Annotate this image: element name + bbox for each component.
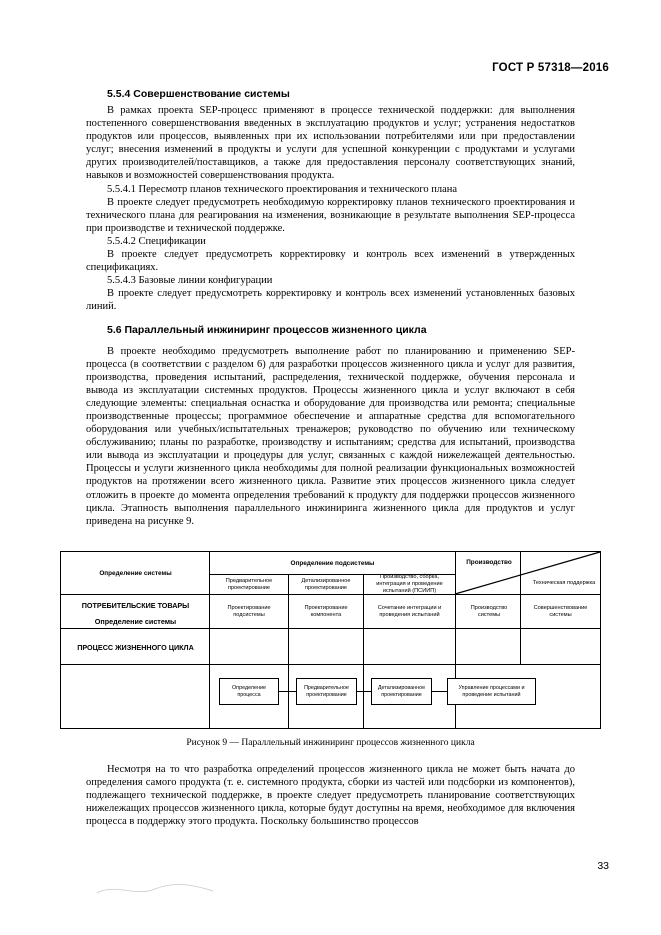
paragraph-after-figure: Несмотря на то что разработка определений процессов жизненного цикла не может быть начата до определения самого продукта (т. е. системного продукта, сборки из частей или подсборки из компонентов), подлежащего технической поддержке, в проекте следует предусмотреть планирование соответствующих нижележащих процессов жизненного цикла, которые будут доступны на время, необходимое для включения процесса в поддержку этого продукта. Поскольку большинство процессов [86,764,575,828]
paragraph-5-5-4-2: В проекте следует предусмотреть корректировку и контроль всех изменений в утвержденных спецификациях. [86,249,575,274]
cell-component-design: Проектирование компонента [304,605,348,618]
rule-v-3 [363,574,364,728]
row-label-consumer-goods: ПОТРЕБИТЕЛЬСКИЕ ТОВАРЫ [81,600,190,610]
scan-artifact [95,881,215,897]
heading-5-6: 5.6 Параллельный инжиниринг процессов жизненного цикла [107,323,427,336]
box-process-management-testing: Управление процессами и проведение испытаний [447,678,536,705]
rule-v-2 [288,574,289,728]
row-label-life-cycle-process: ПРОЦЕСС ЖИЗНЕННОГО ЦИКЛА [77,642,194,652]
heading-5-5-4-1: 5.5.4.1 Пересмотр планов технического проектирования и технического плана [107,183,458,195]
paragraph-5-6: В проекте необходимо предусмотреть выполнение работ по планированию и применению SEP-процесса (в соответствии с разделом 6) для разработки процессов жизненного цикла и услуг для развития, производства, проведения испытаний, распределения, технической поддержке, обучения персонала и вывода из эксплуатации системных продуктов. Процессы жизненного цикла и услуг включают в себя следующие элементы: специальная оснастка и оборудование для производства или ремонта; специальные производственные процессы; программное обеспечение и аппаратные средства для вспомогательного оборудования или учебных/испытательных тренажеров; руководство по обучению или техническому обслуживанию; планы по разработке, производству и испытаниям; средства для испытаний, производства или вывода из эксплуатации и процедуры для услуг, связанных с каждой нижележащей деятельностью. Процессы и услуги жизненного цикла необходимы для полной реализации функциональных возможностей продуктов на протяжении всего жизненного цикла. Развитие этих процессов жизненного цикла следует отложить в проекте до момента определения требований к продукту для поддержки процессов жизненного цикла. Этапность выполнения параллельного инжиниринга жизненного цикла для продуктов и услуг приведена на рисунке 9. [86,345,575,527]
rule-h-3 [61,664,600,665]
text-after-figure [86,763,575,828]
header-production: Производство [466,559,512,566]
paragraph-5-5-4-3: В проекте следует предусмотреть корректировку и контроль всех изменений установленных базовых линий. [86,288,575,313]
figure-9 [60,551,601,729]
main-text-column [86,88,575,528]
page-header: ГОСТ Р 57318—2016 [492,62,609,74]
header-preliminary-design: Предварительное проектирование [225,577,273,591]
cell-system-production: Производство системы [470,605,508,618]
box-process-definition: Определение процесса [219,678,279,705]
row-label-system-definition: Определение системы [94,616,177,626]
box-preliminary-design: Предварительное проектирование [296,678,357,705]
heading-5-5-4-3: 5.5.4.3 Базовые линии конфигурации [107,275,273,287]
paragraph-5-5-4: В рамках проекта SEP-процесс применяют в процессе технической поддержки: для выполнения постепенного совершенствования введенных в эксплуатацию продуктов и услуг; устранения недостатков продуктов или процессов, выявленных при их использовании потребителями или при предоставлении услуг; внесения изменений в продукты и услуги для успешной конкуренции с продуктами и услугами других производителей/поставщиков, а также для предоставления персоналу соответствующих знаний, навыков и возможностей совершенствования продукта. [86,105,575,182]
cell-subsystem-design: Проектирование подсистемы [227,605,271,618]
header-subsystem-definition: Определение подсистемы [290,559,375,567]
connector-3 [432,691,447,692]
header-psiip: Производство, сборка, интеграция и проведение испытаний (ПСИИП) [376,574,443,594]
header-technical-support: Техническая поддержка [532,579,596,586]
page-number: 33 [597,860,609,872]
heading-5-5-4-2: 5.5.4.2 Спецификации [107,235,206,247]
connector-2 [357,691,371,692]
box-detailed-design: Детализированное проектирование [371,678,432,705]
figure-caption: Рисунок 9 — Параллельный инжиниринг процессов жизненного цикла [186,738,475,748]
cell-system-improvement: Совершенствование системы [533,605,588,618]
header-system-definition: Определение системы [99,569,172,577]
figure-9-diagram [60,551,601,729]
cell-integration-testing: Сочетание интеграции и проведения испытаний [377,605,442,618]
paragraph-5-5-4-1: В проекте следует предусмотреть необходимую корректировку планов технического проектирования и технического плана для реагирования на изменения, возникающие в результате выполнения SEP-процесса при производстве и технической поддержке. [86,196,575,234]
connector-1 [279,691,296,692]
header-detailed-design: Детализированное проектирование [301,577,351,591]
heading-5-5-4: 5.5.4 Совершенствование системы [107,88,290,100]
